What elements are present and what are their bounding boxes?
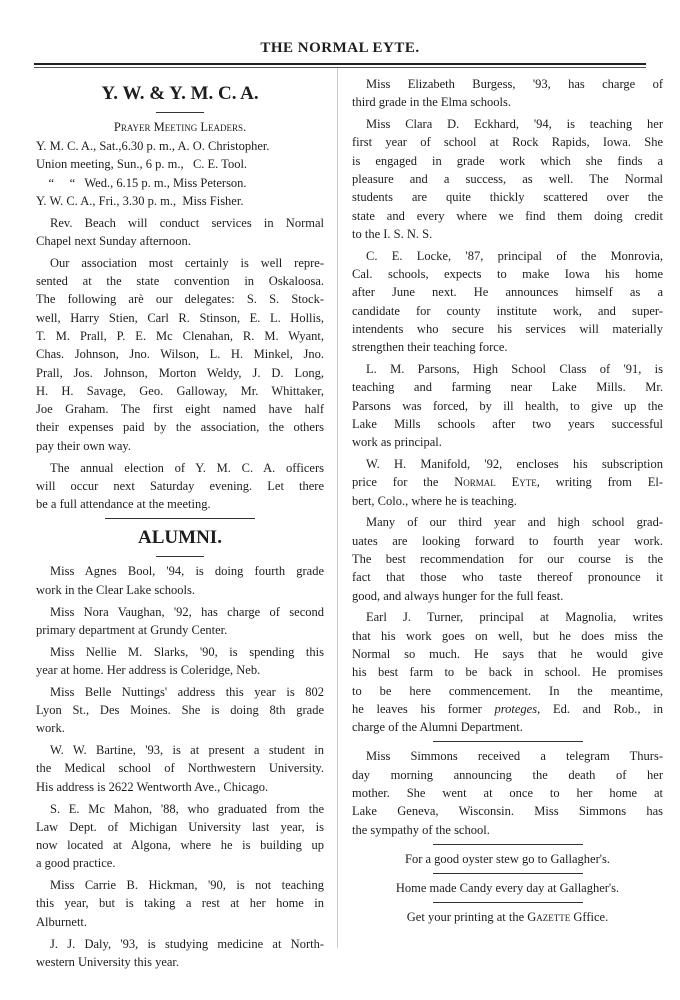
article-paragraph — [352, 247, 663, 357]
text-line: Earl J. Turner, principal at Magnolia, writes — [366, 610, 663, 625]
text-line: primary department at Grundy Center. — [36, 622, 228, 637]
article-paragraph — [36, 459, 324, 514]
article-paragraph — [352, 115, 663, 243]
text-line: candidate for county institute work, and super- — [352, 303, 663, 318]
text-line — [352, 473, 663, 491]
left-column — [36, 75, 324, 975]
section-heading: ALUMNI. — [138, 527, 222, 549]
text-line: Miss Simmons received a telegram Thurs- — [366, 749, 663, 764]
text-line: Law Dept. of Michigan University last year, is — [36, 819, 324, 834]
styled-text: Gazette — [527, 910, 571, 925]
article-paragraph — [36, 214, 324, 251]
separator-rule — [156, 112, 204, 113]
text-line: state and every where we find them doing credit — [352, 208, 663, 223]
text-line: Lyon St., Des Moines. She is doing 8th grade — [36, 703, 324, 718]
text-line: after June next. He announces himself as a — [352, 285, 663, 300]
text-line: S. E. Mc Mahon, '88, who graduated from the — [50, 801, 324, 816]
text-line: the Medical school of Northwestern University. — [36, 761, 324, 776]
text-line: The following arè our delegates: S. S. Stock- — [36, 292, 324, 307]
article-paragraph — [36, 603, 324, 640]
article-paragraph — [36, 562, 324, 599]
text-line: strengthen their teaching force. — [352, 340, 508, 355]
text-line: fact that those who taste thereof pronounce it — [352, 570, 663, 585]
text-line: Cal. schools, expects to make Iowa his home — [352, 266, 663, 281]
text-line: will occur next Saturday evening. Let there — [36, 478, 324, 493]
text-line: his best farm to be back in school. He promises — [352, 665, 663, 680]
text-line: first year of school at Rock Rapids, Iowa. She — [352, 135, 663, 150]
text-line: this year, but is taking a rest at her home in — [36, 896, 324, 911]
masthead-rule — [34, 63, 646, 65]
text-line: be a full attendance at the meeting. — [36, 497, 211, 512]
text-line: well, Harry Stien, Carl R. Stinson, E. L. Hollis, — [36, 310, 324, 325]
masthead-title: THE NORMAL EYTE. — [260, 40, 420, 56]
text-line: students are quite thickly scattered over the — [352, 190, 663, 205]
text-segment: he leaves his former — [352, 701, 495, 716]
text-line: Chas. Johnson, Jno. Wilson, L. H. Minkel, Jno. — [36, 347, 324, 362]
text-line: Miss Agnes Bool, '94, is doing fourth grade — [50, 564, 324, 579]
text-line: their expenses paid by the association, the others — [36, 420, 324, 435]
text-segment: , writing from El- — [536, 475, 663, 490]
text-line: The best recommendation for our course is the — [352, 551, 663, 566]
separator-rule — [433, 902, 583, 903]
right-column — [352, 75, 663, 931]
text-segment: Get your printing at the — [406, 910, 528, 925]
text-line: Joe Graham. The first eight named have half — [36, 402, 324, 417]
text-line: year at home. Her address is Coleridge, Neb. — [36, 662, 261, 677]
text-line: pay their own way. — [36, 438, 131, 453]
text-line: Miss Nellie M. Slarks, '90, is spending this — [50, 644, 324, 659]
section-heading: Y. W. & Y. M. C. A. — [101, 83, 259, 104]
text-line: now located at Algona, where he is building up — [36, 838, 324, 853]
text-line: to be here commencement. In the meantime, — [352, 683, 663, 698]
text-line: mother. She went at once to her home at — [352, 785, 663, 800]
text-line: bert, Colo., where he is teaching. — [352, 493, 517, 508]
separator-rule — [433, 844, 583, 845]
text-line: Normal so much. He says that he would give — [352, 646, 663, 661]
text-line: to the I. S. N. S. — [352, 226, 433, 241]
text-line: H. H. Savage, Geo. Galloway, Mr. Whittaker, — [36, 383, 324, 398]
text-line: teaching and farming near Lake Mills. Mr. — [352, 380, 663, 395]
article-paragraph — [36, 741, 324, 796]
text-line: third grade in the Elma schools. — [352, 95, 511, 110]
text-line: W. W. Bartine, '93, is at present a student in — [50, 743, 324, 758]
column-divider — [337, 68, 338, 948]
separator-rule — [156, 556, 204, 557]
text-line: Miss Belle Nuttings' address this year is 802 — [50, 684, 324, 699]
article-paragraph — [36, 876, 324, 931]
article-paragraph — [36, 254, 324, 455]
text-line: W. H. Manifold, '92, encloses his subscription — [366, 456, 663, 471]
text-line: the sympathy of the school. — [352, 822, 490, 837]
text-line: Our association most certainly is well repre- — [50, 255, 324, 270]
separator-rule — [433, 741, 583, 742]
article-paragraph — [352, 513, 663, 604]
text-line: C. E. Locke, '87, principal of the Monrovia, — [366, 248, 663, 263]
article-paragraph — [352, 455, 663, 510]
text-line — [352, 700, 663, 718]
text-line: charge of the Alumni Department. — [352, 720, 523, 735]
text-line: day morning announcing the death of her — [352, 767, 663, 782]
article-paragraph — [352, 747, 663, 838]
text-line: uates are looking forward to fourth year work. — [352, 533, 663, 548]
styled-text: Normal Eyte — [454, 475, 537, 490]
schedule-list — [36, 137, 324, 210]
advertisement-notice: Home made Candy every day at Gallagher's. — [395, 881, 620, 896]
text-line: Lake Geneva, Wisconsin. Miss Simmons has — [352, 804, 663, 819]
text-line: pleasure and a success, as well. The Normal — [352, 171, 663, 186]
text-line: a good practice. — [36, 856, 116, 871]
text-line: Miss Carrie B. Hickman, '90, is not teaching — [50, 878, 324, 893]
text-line: western University this year. — [36, 954, 180, 969]
text-line: Alburnett. — [36, 914, 88, 929]
article-paragraph — [352, 360, 663, 451]
article-paragraph — [36, 643, 324, 680]
text-line: Miss Elizabeth Burgess, '93, has charge of — [366, 77, 663, 91]
text-line: is engaged in grade work which she finds a — [352, 153, 663, 168]
text-line: work in the Clear Lake schools. — [36, 582, 195, 597]
section-subheading: Prayer Meeting Leaders. — [113, 120, 247, 134]
text-line: Miss Nora Vaughan, '92, has charge of second — [50, 604, 324, 619]
separator-rule — [105, 518, 255, 519]
text-segment: , Ed. and Rob., in — [537, 701, 663, 716]
styled-text: proteges — [494, 701, 538, 716]
text-line: Lake Mills schools after two years successful — [352, 416, 663, 431]
text-line: intendents who secure his services will materially — [352, 321, 663, 336]
text-line: Prall, Jos. Johnson, Morton Weldy, J. D. Long, — [36, 365, 324, 380]
text-line: Rev. Beach will conduct services in Normal — [50, 215, 324, 230]
text-line: J. J. Daly, '93, is studying medicine at North- — [50, 936, 324, 951]
masthead-rule-thin — [34, 67, 646, 68]
schedule-entry: Y. M. C. A., Sat.,6.30 p. m., A. O. Christopher. — [36, 139, 270, 153]
text-line: L. M. Parsons, High School Class of '91, is — [366, 361, 663, 376]
text-line: work as principal. — [352, 435, 442, 450]
text-line: Many of our third year and high school grad- — [366, 515, 663, 530]
text-segment: Gffice. — [570, 910, 609, 925]
text-line: The annual election of Y. M. C. A. officers — [50, 460, 324, 475]
text-line: Parsons was forced, by ill health, to give up the — [352, 398, 663, 413]
text-line: sented at the state convention in Oskaloosa. — [36, 274, 324, 289]
text-line: good, and always hunger for the full feast. — [352, 588, 564, 603]
article-paragraph — [352, 75, 663, 112]
schedule-entry: Y. W. C. A., Fri., 3.30 p. m., Miss Fisher. — [36, 193, 244, 208]
text-line: Chapel next Sunday afternoon. — [36, 233, 191, 248]
separator-rule — [433, 873, 583, 874]
text-line: work. — [36, 721, 65, 736]
article-paragraph — [36, 935, 324, 972]
text-line: Miss Clara D. Eckhard, '94, is teaching her — [366, 117, 663, 132]
article-paragraph — [36, 683, 324, 738]
article-paragraph — [352, 608, 663, 736]
article-paragraph — [36, 800, 324, 873]
schedule-entry: “ “ Wed., 6.15 p. m., Miss Peterson. — [36, 175, 247, 190]
text-line: that his work goes on well, but he does miss the — [352, 628, 663, 643]
advertisement-notice: For a good oyster stew go to Gallagher's. — [405, 851, 610, 866]
text-line: T. M. Prall, P. E. Mc Clenahan, R. M. Wyant, — [36, 328, 324, 343]
advertisement-notice — [352, 908, 663, 926]
text-segment: price for the — [352, 475, 455, 490]
text-line: His address is 2622 Wentworth Ave., Chicago. — [36, 779, 269, 794]
schedule-entry: Union meeting, Sun., 6 p. m., C. E. Tool. — [36, 157, 248, 172]
